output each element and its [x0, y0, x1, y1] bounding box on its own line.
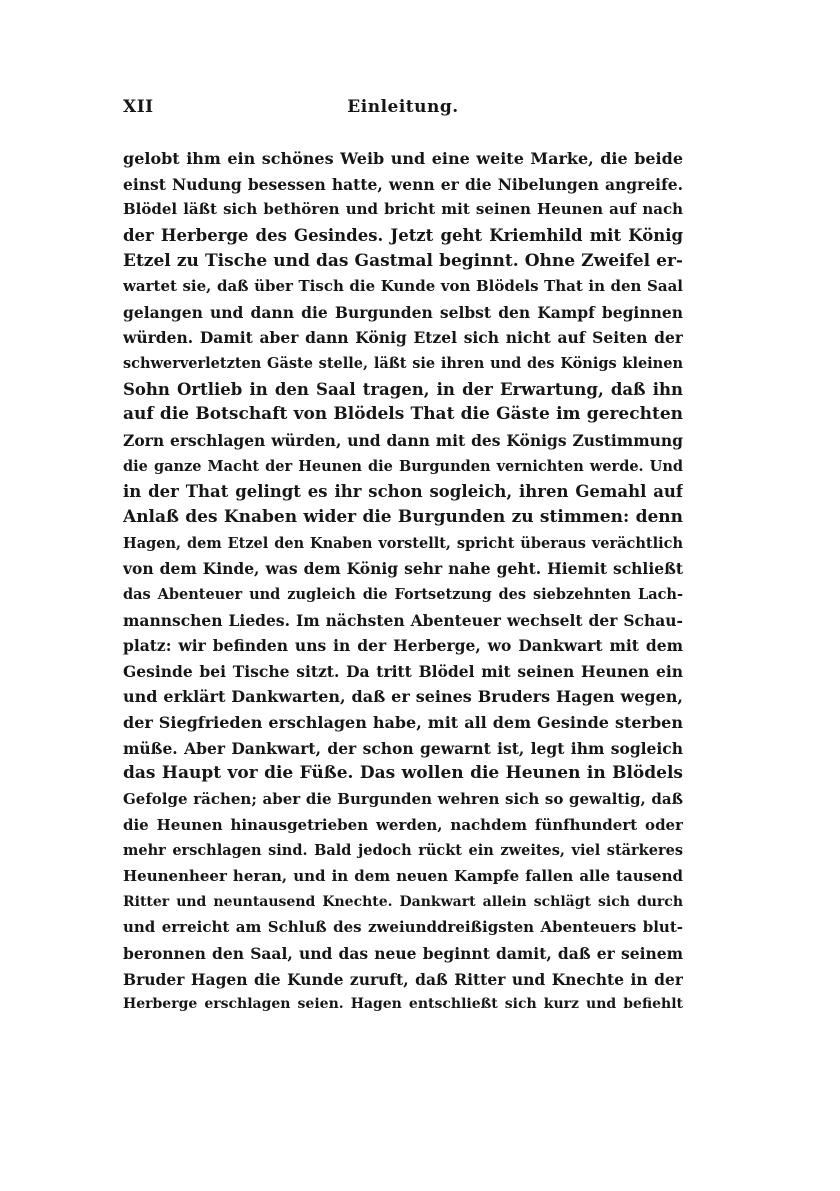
text-line: Gefolge rächen; aber die Burgunden wehren sich so gewaltig, daß	[123, 790, 683, 809]
text-line: und erklärt Dankwarten, daß er seines Bruders Hagen wegen,	[123, 687, 683, 707]
text-line: in der That gelingt es ihr schon sogleich, ihren Gemahl auf	[123, 482, 683, 502]
text-line: das Haupt vor die Füße. Das wollen die Heunen in Blödels	[123, 763, 683, 784]
text-line: Sohn Ortlieb in den Saal tragen, in der Erwartung, daß ihn	[123, 379, 683, 399]
text-line: auf die Botschaft von Blödels That die Gäste im gerechten	[123, 404, 683, 425]
page-number: XII	[123, 97, 154, 117]
text-line: Hagen, dem Etzel den Knaben vorstellt, spricht überaus verächtlich	[123, 534, 683, 552]
page-header	[123, 97, 683, 121]
body-text	[123, 146, 683, 1018]
text-line: einst Nudung besessen hatte, wenn er die Nibelungen angreife.	[123, 174, 683, 194]
text-line: würden. Damit aber dann König Etzel sich nicht auf Seiten der	[123, 328, 683, 348]
text-line: Heunenheer heran, und in dem neuen Kampfe fallen alle tausend	[123, 866, 683, 885]
text-line: Blödel läßt sich bethören und bricht mit seinen Heunen auf nach	[123, 200, 683, 219]
text-line: gelobt ihm ein schönes Weib und eine weite Marke, die beide	[123, 149, 683, 168]
text-line: das Abenteuer und zugleich die Fortsetzung des siebzehnten Lach-	[123, 585, 683, 603]
text-line: die Heunen hinausgetrieben werden, nachdem fünfhundert oder	[123, 815, 683, 834]
text-line: Herberge erschlagen seien. Hagen entschließt sich kurz und befiehlt	[123, 996, 683, 1013]
text-line: der Herberge des Gesindes. Jetzt geht Kriemhild mit König	[123, 225, 683, 245]
text-line: platz: wir befinden uns in der Herberge, wo Dankwart mit dem	[123, 636, 683, 656]
text-line: der Siegfrieden erschlagen habe, mit all dem Gesinde sterben	[123, 713, 683, 733]
text-line: Anlaß des Knaben wider die Burgunden zu stimmen: denn	[123, 506, 683, 527]
text-line: Bruder Hagen die Kunde zuruft, daß Ritter und Knechte in der	[123, 969, 683, 989]
text-line: Zorn erschlagen würden, und dann mit des Königs Zustimmung	[123, 431, 683, 451]
running-title: Einleitung.	[347, 97, 459, 117]
text-line: Ritter und neuntausend Knechte. Dankwart allein schlägt sich durch	[123, 893, 683, 910]
text-line: die ganze Macht der Heunen die Burgunden vernichten werde. Und	[123, 457, 683, 475]
text-line: mannschen Liedes. Im nächsten Abenteuer wechselt der Schau-	[123, 610, 683, 630]
text-line: beronnen den Saal, und das neue beginnt damit, daß er seinem	[123, 943, 683, 963]
text-line: mehr erschlagen sind. Bald jedoch rückt ein zweites, viel stärkeres	[123, 842, 683, 860]
text-line: und erreicht am Schluß des zweiunddreißigsten Abenteuers blut-	[123, 918, 683, 937]
text-line: von dem Kinde, was dem König sehr nahe geht. Hiemit schließt	[123, 559, 683, 579]
text-line: wartet sie, daß über Tisch die Kunde von Blödels That in den Saal	[123, 277, 683, 296]
text-line: Gesinde bei Tische sitzt. Da tritt Blödel mit seinen Heunen ein	[123, 661, 683, 681]
text-line: schwerverletzten Gäste stelle, läßt sie ihren und des Königs kleinen	[123, 355, 683, 373]
text-line: gelangen und dann die Burgunden selbst den Kampf beginnen	[123, 302, 683, 322]
text-line: Etzel zu Tische und das Gastmal beginnt. Ohne Zweifel er-	[123, 250, 683, 271]
text-line: müße. Aber Dankwart, der schon gewarnt ist, legt ihm sogleich	[123, 738, 683, 758]
